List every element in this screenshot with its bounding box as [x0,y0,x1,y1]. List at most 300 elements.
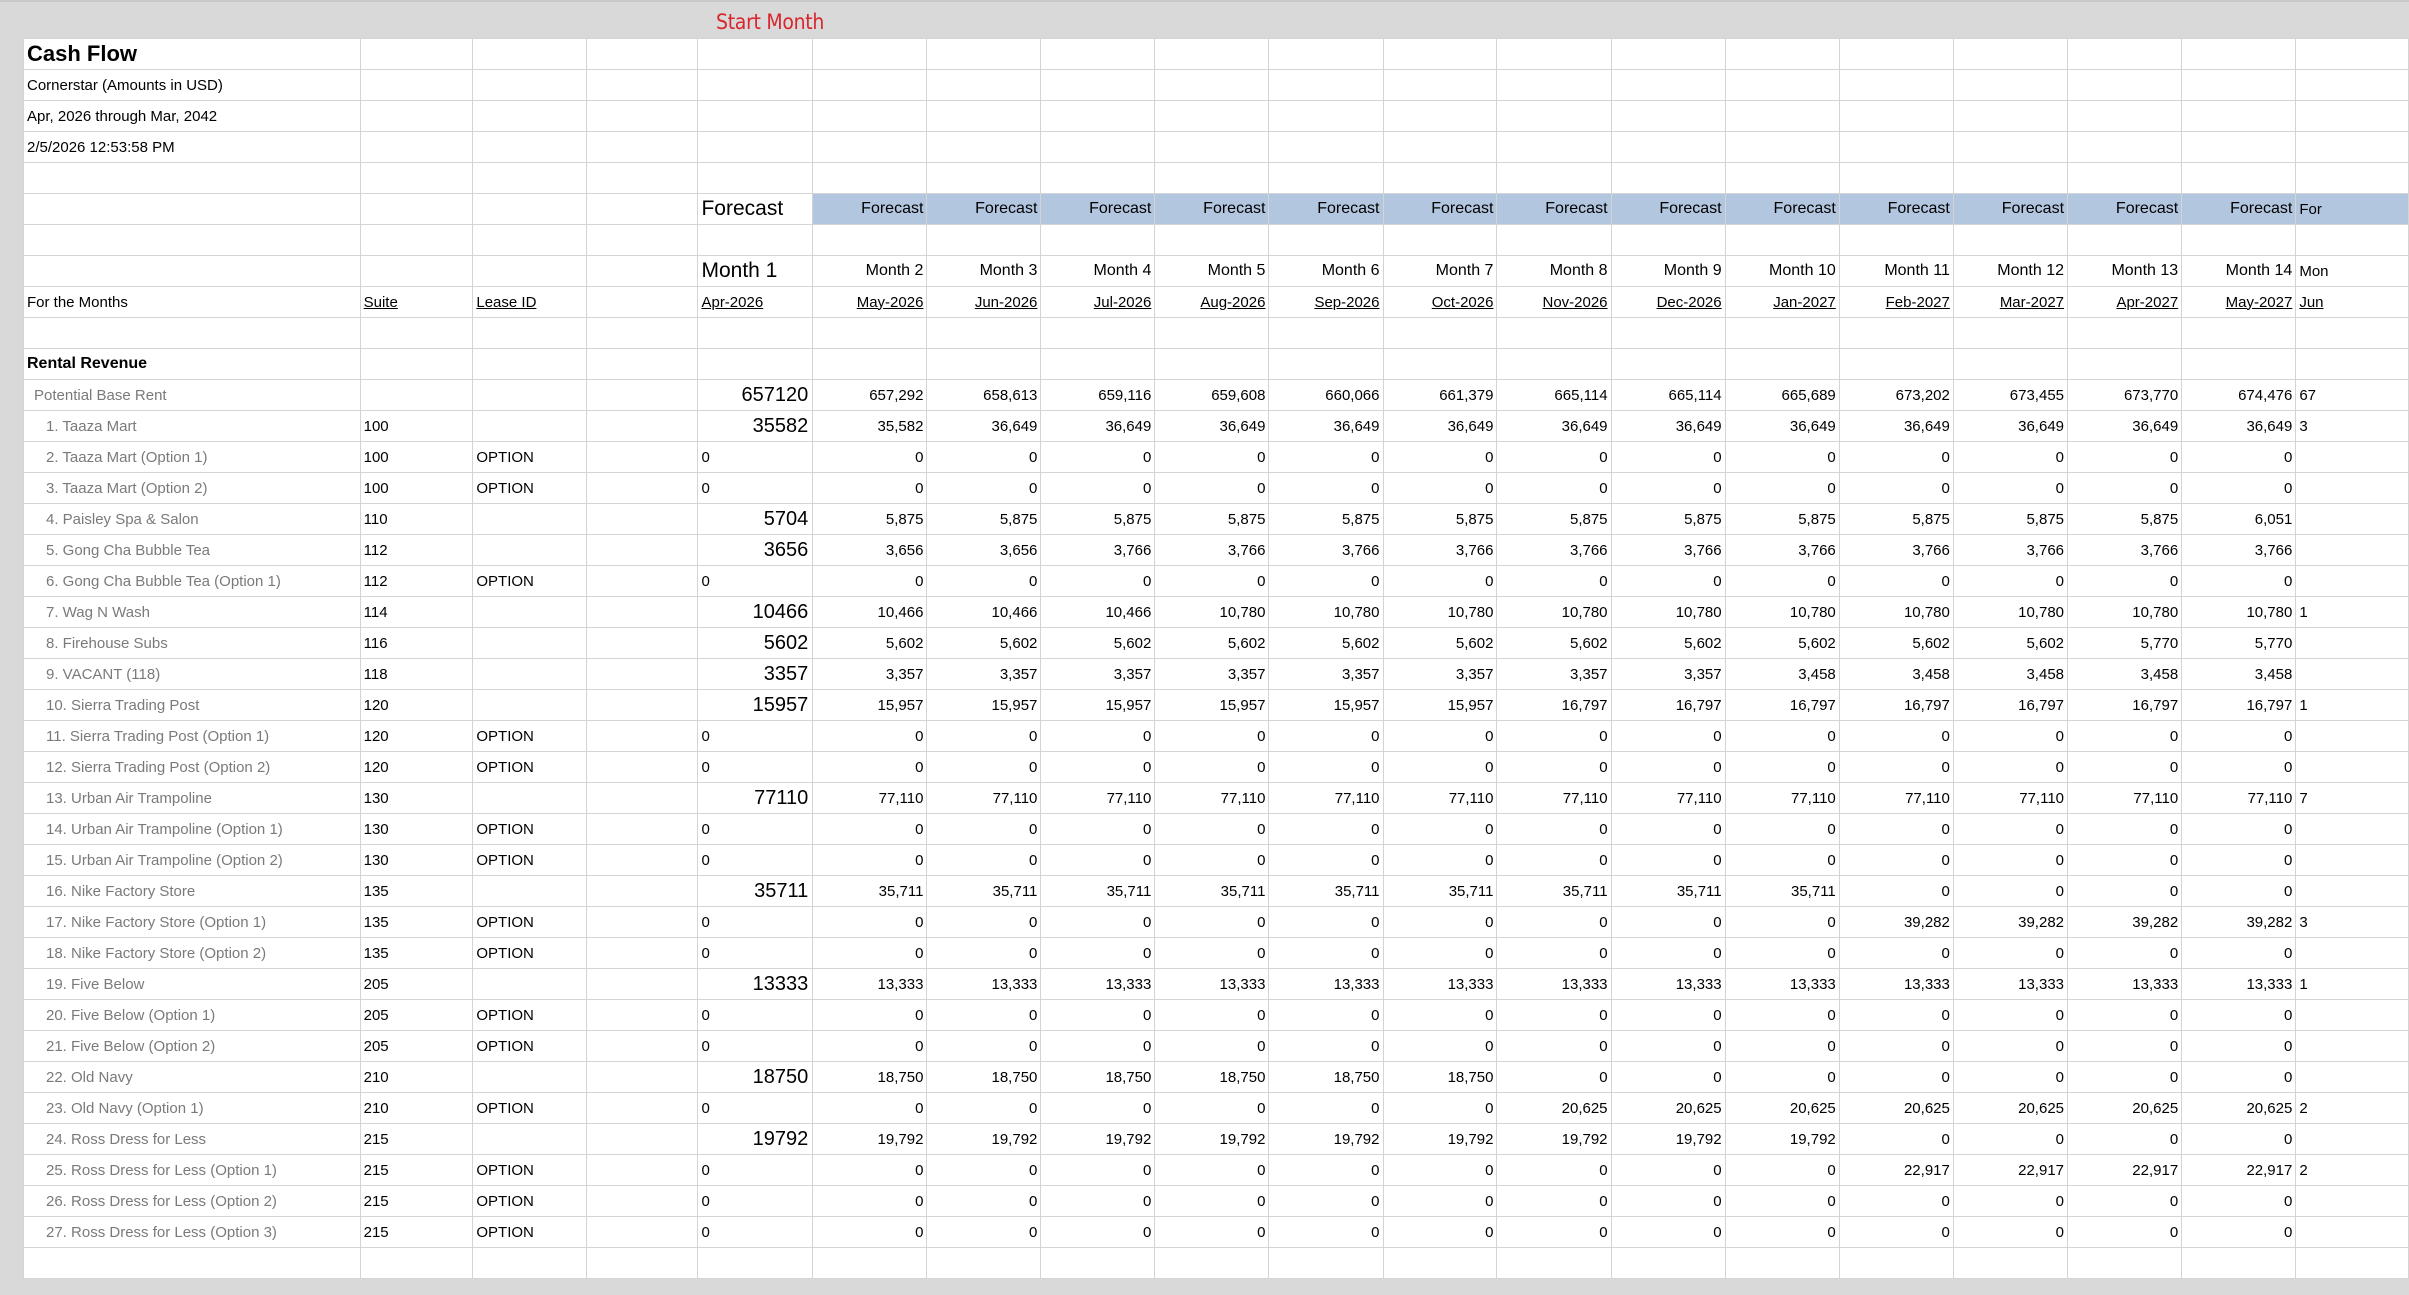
value-cell[interactable]: 0 [813,752,927,783]
lease-id-cell[interactable] [473,535,587,566]
value-cell[interactable]: 19,792 [1041,1124,1155,1155]
cell[interactable] [587,287,698,318]
value-cell[interactable]: 3,766 [2068,535,2182,566]
value-cell[interactable]: 0 [1725,1031,1839,1062]
value-cell[interactable]: 0 [1383,907,1497,938]
cell[interactable] [587,225,698,256]
month-date-header[interactable]: Jul-2026 [1041,287,1155,318]
suite-cell[interactable]: 205 [360,1000,473,1031]
value-cell[interactable]: 0 [1269,907,1383,938]
cell[interactable] [1155,1248,1269,1279]
value-cell-partial[interactable] [2296,628,2409,659]
cell[interactable] [1497,318,1611,349]
value-cell[interactable]: 35,711 [813,876,927,907]
month-date-header[interactable]: Sep-2026 [1269,287,1383,318]
value-cell[interactable]: 658,613 [927,380,1041,411]
value-cell[interactable]: 0 [1041,1217,1155,1248]
value-cell[interactable]: 3,766 [2182,535,2296,566]
value-cell[interactable]: 0 [1611,907,1725,938]
cell[interactable] [587,659,698,690]
value-cell[interactable]: 0 [927,1186,1041,1217]
value-cell[interactable]: 0 [1497,1186,1611,1217]
value-cell[interactable]: 0 [1155,752,1269,783]
cell[interactable] [698,318,813,349]
cell[interactable] [813,1248,927,1279]
value-cell[interactable]: 0 [1383,1217,1497,1248]
lease-id-cell[interactable] [473,659,587,690]
cell[interactable] [813,163,927,194]
value-cell[interactable]: 674,476 [2182,380,2296,411]
value-cell[interactable]: 0 [1611,473,1725,504]
value-cell[interactable]: 0 [1155,1000,1269,1031]
value-cell[interactable]: 0 [1269,566,1383,597]
value-cell[interactable]: 0 [2068,876,2182,907]
cell[interactable] [2182,225,2296,256]
cell[interactable] [1611,225,1725,256]
month-date-header[interactable]: Aug-2026 [1155,287,1269,318]
tenant-label[interactable]: 13. Urban Air Trampoline [24,783,361,814]
value-cell-partial[interactable] [2296,1000,2409,1031]
cell[interactable] [927,318,1041,349]
tenant-label[interactable]: 14. Urban Air Trampoline (Option 1) [24,814,361,845]
value-cell[interactable]: 0 [2068,752,2182,783]
cell[interactable] [587,504,698,535]
tenant-label[interactable]: 1. Taaza Mart [24,411,361,442]
value-cell[interactable]: 5602 [698,628,813,659]
cell[interactable] [587,163,698,194]
value-cell[interactable]: 18,750 [1155,1062,1269,1093]
value-cell[interactable]: 0 [1725,814,1839,845]
cell[interactable] [1269,132,1383,163]
cell[interactable] [587,349,698,380]
forecast-header-cell[interactable]: Forecast [1611,194,1725,225]
cell[interactable] [24,256,361,287]
value-cell[interactable]: 10,780 [1839,597,1953,628]
value-cell[interactable]: 5,602 [1725,628,1839,659]
lease-id-cell[interactable] [473,411,587,442]
suite-cell[interactable]: 135 [360,938,473,969]
value-cell[interactable]: 35,711 [1155,876,1269,907]
value-cell[interactable]: 36,649 [2182,411,2296,442]
value-cell-partial[interactable] [2296,1062,2409,1093]
forecast-header-cell[interactable]: Forecast [1839,194,1953,225]
value-cell[interactable]: 0 [1953,566,2067,597]
value-cell[interactable]: 0 [927,1155,1041,1186]
value-cell[interactable]: 0 [698,566,813,597]
value-cell[interactable]: 0 [1041,938,1155,969]
value-cell[interactable]: 36,649 [2068,411,2182,442]
value-cell[interactable]: 0 [813,1155,927,1186]
suite-cell[interactable]: 135 [360,876,473,907]
suite-cell[interactable]: 100 [360,442,473,473]
value-cell[interactable]: 0 [1041,752,1155,783]
value-cell[interactable]: 5,602 [927,628,1041,659]
value-cell[interactable]: 10,780 [1953,597,2067,628]
value-cell[interactable]: 0 [813,1186,927,1217]
value-cell[interactable]: 77,110 [2068,783,2182,814]
cell[interactable] [1611,132,1725,163]
cell[interactable] [2296,70,2409,101]
value-cell[interactable]: 10,780 [1383,597,1497,628]
value-cell[interactable]: 0 [2182,566,2296,597]
cell[interactable] [1155,163,1269,194]
value-cell[interactable]: 665,689 [1725,380,1839,411]
cell[interactable] [1497,101,1611,132]
value-cell[interactable]: 0 [1839,845,1953,876]
cell[interactable] [473,256,587,287]
cell[interactable] [1497,1248,1611,1279]
value-cell[interactable]: 0 [1155,1155,1269,1186]
value-cell[interactable]: 15,957 [1269,690,1383,721]
cell[interactable] [1839,1248,1953,1279]
cell[interactable] [2182,39,2296,70]
cell[interactable] [2068,132,2182,163]
value-cell[interactable]: 5,602 [1497,628,1611,659]
value-cell[interactable]: 18750 [698,1062,813,1093]
value-cell[interactable]: 0 [1953,876,2067,907]
lease-id-cell[interactable]: OPTION [473,442,587,473]
value-cell[interactable]: 5,875 [1383,504,1497,535]
suite-cell[interactable]: 135 [360,907,473,938]
value-cell[interactable]: 0 [2068,1062,2182,1093]
value-cell[interactable]: 0 [1953,473,2067,504]
forecast-header-cell[interactable]: Forecast [927,194,1041,225]
value-cell[interactable]: 0 [1155,566,1269,597]
value-cell[interactable]: 0 [927,1217,1041,1248]
value-cell[interactable]: 0 [1839,752,1953,783]
cell[interactable] [2182,132,2296,163]
value-cell[interactable]: 0 [927,1093,1041,1124]
value-cell-partial[interactable]: 3 [2296,907,2409,938]
cell[interactable] [927,163,1041,194]
value-cell[interactable]: 0 [1839,1217,1953,1248]
value-cell-partial[interactable]: 1 [2296,597,2409,628]
value-cell-partial[interactable] [2296,659,2409,690]
cell[interactable] [360,1248,473,1279]
cell[interactable] [473,380,587,411]
cell[interactable] [2296,39,2409,70]
cell[interactable] [587,876,698,907]
value-cell[interactable]: 0 [1155,1186,1269,1217]
value-cell-partial[interactable] [2296,1186,2409,1217]
value-cell[interactable]: 10,780 [2182,597,2296,628]
cell[interactable] [1725,39,1839,70]
value-cell[interactable]: 0 [2182,1217,2296,1248]
lease-id-cell[interactable] [473,504,587,535]
cell[interactable] [2182,349,2296,380]
value-cell[interactable]: 0 [1725,442,1839,473]
value-cell[interactable]: 22,917 [1839,1155,1953,1186]
value-cell[interactable]: 0 [1383,938,1497,969]
cell[interactable] [1269,349,1383,380]
value-cell[interactable]: 0 [927,442,1041,473]
value-cell[interactable]: 0 [1383,473,1497,504]
cell[interactable] [360,70,473,101]
value-cell[interactable]: 3656 [698,535,813,566]
cell[interactable] [1611,1248,1725,1279]
month-date-header[interactable]: Jan-2027 [1725,287,1839,318]
value-cell[interactable]: 0 [1725,1062,1839,1093]
cell[interactable] [473,101,587,132]
cell[interactable] [1611,318,1725,349]
value-cell[interactable]: 19,792 [927,1124,1041,1155]
cell[interactable] [1041,1248,1155,1279]
value-cell[interactable]: 13,333 [813,969,927,1000]
value-cell[interactable]: 0 [1839,876,1953,907]
value-cell[interactable]: 77,110 [813,783,927,814]
cell[interactable] [2296,1248,2409,1279]
value-cell[interactable]: 0 [1155,442,1269,473]
value-cell[interactable]: 20,625 [1497,1093,1611,1124]
value-cell[interactable]: 0 [698,938,813,969]
value-cell[interactable]: 0 [1839,814,1953,845]
value-cell-partial[interactable] [2296,845,2409,876]
report-generated-timestamp[interactable]: 2/5/2026 12:53:58 PM [24,132,361,163]
cell[interactable] [813,225,927,256]
cell[interactable] [587,690,698,721]
value-cell[interactable]: 16,797 [1725,690,1839,721]
value-cell[interactable]: 5,602 [1839,628,1953,659]
value-cell[interactable]: 0 [1611,1217,1725,1248]
value-cell[interactable]: 0 [927,1000,1041,1031]
value-cell[interactable]: 5,875 [2068,504,2182,535]
value-cell[interactable]: 6,051 [2182,504,2296,535]
cell[interactable] [587,938,698,969]
value-cell[interactable]: 77,110 [1155,783,1269,814]
cell[interactable] [1611,101,1725,132]
value-cell[interactable]: 77,110 [1269,783,1383,814]
cell[interactable] [1839,318,1953,349]
forecast-header-cell[interactable]: Forecast [813,194,927,225]
cell[interactable] [587,566,698,597]
cell[interactable] [1725,70,1839,101]
cell[interactable] [2068,1248,2182,1279]
value-cell[interactable]: 10,780 [1725,597,1839,628]
suite-cell[interactable]: 130 [360,783,473,814]
cell[interactable] [587,70,698,101]
value-cell[interactable]: 0 [1269,1093,1383,1124]
cell[interactable] [2296,318,2409,349]
value-cell[interactable]: 0 [2068,1000,2182,1031]
cell[interactable] [1041,163,1155,194]
value-cell[interactable]: 0 [698,1217,813,1248]
for-the-months-label[interactable]: For the Months [24,287,361,318]
cell[interactable] [587,380,698,411]
cell[interactable] [698,349,813,380]
value-cell[interactable]: 3,357 [1041,659,1155,690]
month-number-cell[interactable]: Month 9 [1611,256,1725,287]
forecast-header-cell[interactable]: Forecast [1155,194,1269,225]
cell[interactable] [473,1248,587,1279]
value-cell[interactable]: 5,875 [1839,504,1953,535]
value-cell[interactable]: 3,458 [2182,659,2296,690]
cell[interactable] [927,101,1041,132]
value-cell[interactable]: 0 [813,1217,927,1248]
value-cell[interactable]: 0 [1725,1000,1839,1031]
cell[interactable] [587,783,698,814]
cell[interactable] [587,969,698,1000]
value-cell[interactable]: 0 [698,752,813,783]
value-cell[interactable]: 5,602 [1611,628,1725,659]
value-cell[interactable]: 77,110 [1383,783,1497,814]
cell[interactable] [1725,163,1839,194]
value-cell[interactable]: 0 [813,1031,927,1062]
month-number-cell[interactable]: Month 12 [1953,256,2067,287]
value-cell[interactable]: 19,792 [1155,1124,1269,1155]
suite-cell[interactable]: 130 [360,845,473,876]
value-cell[interactable]: 0 [1611,814,1725,845]
value-cell[interactable]: 665,114 [1497,380,1611,411]
value-cell-partial[interactable] [2296,876,2409,907]
suite-column-header[interactable]: Suite [360,287,473,318]
cell[interactable] [360,101,473,132]
value-cell[interactable]: 0 [1953,845,2067,876]
value-cell[interactable]: 10466 [698,597,813,628]
lease-id-cell[interactable]: OPTION [473,1000,587,1031]
value-cell[interactable]: 15,957 [1383,690,1497,721]
value-cell[interactable]: 35,711 [1383,876,1497,907]
lease-id-cell[interactable]: OPTION [473,566,587,597]
value-cell[interactable]: 18,750 [927,1062,1041,1093]
cell[interactable] [473,39,587,70]
month-date-header[interactable]: Mar-2027 [1953,287,2067,318]
cell[interactable] [1839,349,1953,380]
value-cell[interactable]: 20,625 [2182,1093,2296,1124]
tenant-label[interactable]: 17. Nike Factory Store (Option 1) [24,907,361,938]
cell[interactable] [1383,1248,1497,1279]
cell[interactable] [587,256,698,287]
cell[interactable] [1953,163,2067,194]
cell[interactable] [1725,101,1839,132]
value-cell[interactable]: 5,875 [1269,504,1383,535]
value-cell[interactable]: 0 [1383,752,1497,783]
cell[interactable] [813,101,927,132]
value-cell[interactable]: 665,114 [1611,380,1725,411]
cell[interactable] [1041,349,1155,380]
month-date-header[interactable]: May-2026 [813,287,927,318]
value-cell[interactable]: 39,282 [1953,907,2067,938]
value-cell[interactable]: 20,625 [1725,1093,1839,1124]
value-cell[interactable]: 0 [1839,1031,1953,1062]
cell[interactable] [1155,101,1269,132]
cell[interactable] [2296,349,2409,380]
value-cell[interactable]: 659,608 [1155,380,1269,411]
value-cell-partial[interactable] [2296,473,2409,504]
cell[interactable] [1497,349,1611,380]
value-cell[interactable]: 0 [1953,1124,2067,1155]
value-cell-partial[interactable]: 67 [2296,380,2409,411]
cell[interactable] [698,1248,813,1279]
month-number-cell[interactable]: Month 3 [927,256,1041,287]
value-cell[interactable]: 0 [698,845,813,876]
month-number-cell[interactable]: Month 8 [1497,256,1611,287]
value-cell[interactable]: 0 [1497,1062,1611,1093]
value-cell[interactable]: 77,110 [1611,783,1725,814]
suite-cell[interactable]: 120 [360,752,473,783]
tenant-label[interactable]: 24. Ross Dress for Less [24,1124,361,1155]
value-cell[interactable]: 3,656 [927,535,1041,566]
value-cell[interactable]: 19,792 [1383,1124,1497,1155]
lease-id-cell[interactable] [473,690,587,721]
cell[interactable] [24,163,361,194]
cell[interactable] [1839,39,1953,70]
value-cell[interactable]: 5,602 [1155,628,1269,659]
value-cell[interactable]: 20,625 [1839,1093,1953,1124]
tenant-label[interactable]: 6. Gong Cha Bubble Tea (Option 1) [24,566,361,597]
cell[interactable] [1383,132,1497,163]
cell[interactable] [360,194,473,225]
forecast-header-cell[interactable]: Forecast [2182,194,2296,225]
value-cell[interactable]: 19,792 [1725,1124,1839,1155]
value-cell-partial[interactable] [2296,442,2409,473]
lease-id-cell[interactable] [473,628,587,659]
value-cell[interactable]: 77,110 [1839,783,1953,814]
month-number-cell-partial[interactable]: Mon [2296,256,2409,287]
value-cell[interactable]: 0 [1269,814,1383,845]
value-cell[interactable]: 0 [1611,1031,1725,1062]
value-cell[interactable]: 0 [1269,1031,1383,1062]
value-cell[interactable]: 0 [1953,1186,2067,1217]
cell[interactable] [1269,70,1383,101]
value-cell[interactable]: 0 [1725,1217,1839,1248]
cell[interactable] [587,1155,698,1186]
cell[interactable] [587,628,698,659]
cell[interactable] [360,163,473,194]
tenant-label[interactable]: 23. Old Navy (Option 1) [24,1093,361,1124]
value-cell[interactable]: 660,066 [1269,380,1383,411]
value-cell[interactable]: 0 [1155,721,1269,752]
cell[interactable] [1953,349,2067,380]
month-date-header[interactable]: Apr-2027 [2068,287,2182,318]
value-cell[interactable]: 0 [1839,1186,1953,1217]
value-cell[interactable]: 77,110 [1041,783,1155,814]
cell[interactable] [360,132,473,163]
lease-id-cell[interactable]: OPTION [473,907,587,938]
month-number-cell[interactable]: Month 5 [1155,256,1269,287]
forecast-header-cell[interactable]: Forecast [1041,194,1155,225]
forecast-header-cell[interactable]: Forecast [2068,194,2182,225]
cell[interactable] [927,1248,1041,1279]
value-cell[interactable]: 0 [1611,845,1725,876]
value-cell[interactable]: 0 [1041,1093,1155,1124]
cell[interactable] [1953,1248,2067,1279]
suite-cell[interactable]: 114 [360,597,473,628]
month-date-header[interactable]: Apr-2026 [698,287,813,318]
tenant-label[interactable]: 4. Paisley Spa & Salon [24,504,361,535]
value-cell[interactable]: 0 [927,752,1041,783]
value-cell[interactable]: 3,766 [1497,535,1611,566]
tenant-label[interactable]: 10. Sierra Trading Post [24,690,361,721]
value-cell[interactable]: 5,602 [1041,628,1155,659]
cell[interactable] [1383,101,1497,132]
tenant-label[interactable]: 15. Urban Air Trampoline (Option 2) [24,845,361,876]
value-cell[interactable]: 20,625 [2068,1093,2182,1124]
value-cell[interactable]: 0 [1953,752,2067,783]
cell[interactable] [2296,225,2409,256]
cell[interactable] [2182,163,2296,194]
value-cell[interactable]: 3,766 [1839,535,1953,566]
cell[interactable] [1725,132,1839,163]
value-cell[interactable]: 0 [813,442,927,473]
cell[interactable] [1155,70,1269,101]
value-cell[interactable]: 3,357 [1611,659,1725,690]
cell[interactable] [587,1000,698,1031]
suite-cell[interactable]: 215 [360,1186,473,1217]
value-cell[interactable]: 0 [813,566,927,597]
value-cell[interactable]: 0 [1725,566,1839,597]
value-cell[interactable]: 19,792 [1611,1124,1725,1155]
value-cell[interactable]: 0 [2182,442,2296,473]
